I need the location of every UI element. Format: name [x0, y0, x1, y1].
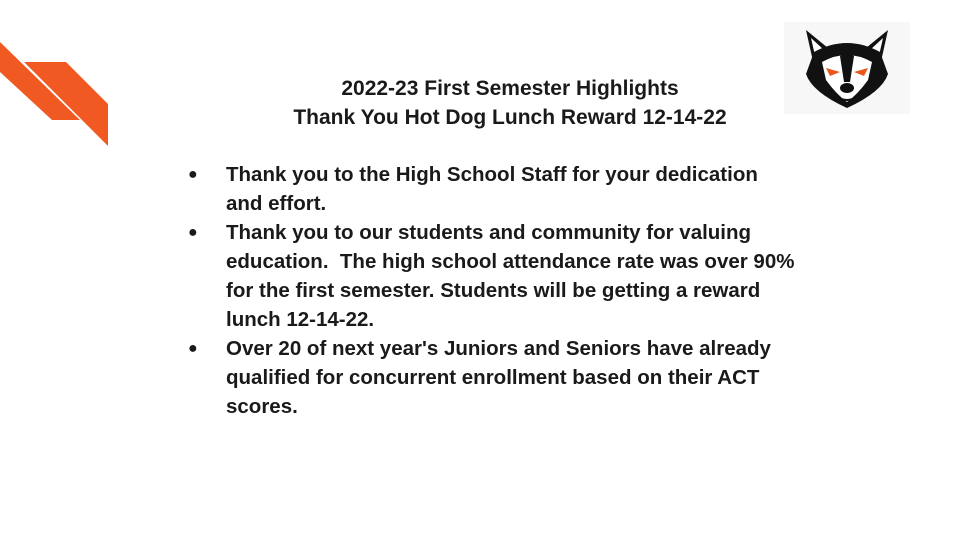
orange-stripes-decoration: [0, 0, 120, 160]
list-item: [188, 334, 848, 421]
bullet-marker: ●: [188, 340, 198, 357]
title-line-2: Thank You Hot Dog Lunch Reward 12-14-22: [293, 106, 727, 129]
bullet-marker: ●: [188, 224, 198, 241]
list-item: [188, 218, 848, 334]
title-line-1: 2022-23 First Semester Highlights: [341, 77, 679, 100]
bullet-text: Thank you to the High School Staff for your dedication and effort.: [226, 163, 758, 215]
bullet-text: Over 20 of next year's Juniors and Seniors have already qualified for concurrent enrollment based on their ACT scores.: [226, 337, 771, 418]
bullet-text: Thank you to our students and community for valuing education. The high school attendance rate was over 90% for the first semester. Students will be getting a reward lunch 12-14-22.: [226, 221, 795, 331]
bullet-marker: ●: [188, 166, 198, 183]
slide-title: [180, 74, 840, 132]
list-item: [188, 160, 848, 218]
highlights-list: [188, 160, 848, 421]
